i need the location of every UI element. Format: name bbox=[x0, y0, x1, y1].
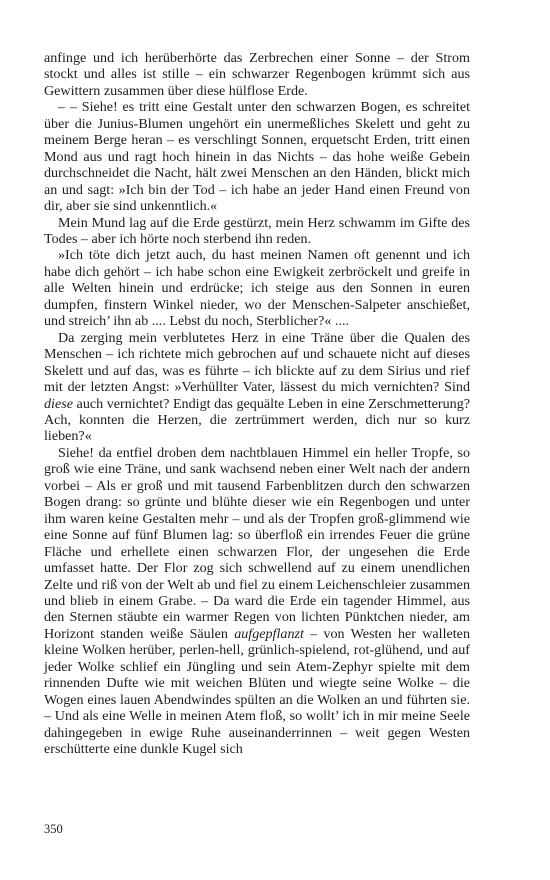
emphasis-text: aufgepflanzt bbox=[234, 625, 304, 642]
paragraph bbox=[44, 50, 470, 99]
page-number: 350 bbox=[44, 822, 63, 836]
paragraph bbox=[44, 215, 470, 248]
paragraph-text: – – Siehe! es tritt eine Gestalt unter den schwarzen Bogen, es schreitet über die Junius-Blumen ungehört ein unermeßliches Skelett und geht zu meinem Berge heran – es verschlingt Sonnen, erquetscht Erden, tritt einen Mond aus und ragt hoch hinein in das Nichts – das hohe weiße Gebein durchschneidet die Nacht, hält zwei Menschen an den Händen, blickt mich an und sagt: »Ich bin der Tod – ich habe an jeder Hand einen Freund von dir, aber sie sind unkenntlich.« bbox=[44, 99, 470, 215]
paragraph-text: »Ich töte dich jetzt auch, du hast meinen Namen oft genennt und ich habe dich gehört – ich habe schon eine Ewigkeit zerbröckelt und greife in alle Welten hinein und erdrücke; ich steige aus den Sonnen in euren dumpfen, finstern Winkel nieder, wo der Menschen-Salpeter anschießet, und streich’ ihn ab .... Lebst du noch, Sterblicher?« .... bbox=[44, 247, 470, 330]
emphasis-text: diese bbox=[44, 395, 73, 412]
paragraph-text: – von Westen her walleten kleine Wolken herüber, perlen-hell, grünlich-spielend, rot-glühend, und auf jeder Wolke schlief ein Jüngling und sein Atem-Zephyr spielte mit dem rinnenden Dufte wie mit weichen Blüten und wiegte seine Wolke – die Wogen eines lauen Abendwindes spülten an die Wolken an und führten sie. – Und als eine Welle in meinen Atem floß, so wollt’ ich in mir meine Seele dahingegeben in ewige Ruhe auseinanderrinnen – weit gegen Westen erschütterte eine dunkle Kugel sich bbox=[44, 625, 470, 758]
paragraph bbox=[44, 330, 470, 445]
paragraph-text: anfinge und ich herüberhörte das Zerbrechen einer Sonne – der Strom stockt und alles ist stille – ein schwarzer Regenbogen krümmt sich aus Gewittern zusammen über diese hülflose Erde. bbox=[44, 50, 470, 99]
text-body bbox=[44, 50, 470, 757]
paragraph bbox=[44, 99, 470, 214]
paragraph bbox=[44, 445, 470, 758]
paragraph bbox=[44, 247, 470, 329]
paragraph-text: auch vernichtet? Endigt das gequälte Leben in eine Zerschmetterung? Ach, konnten die Herzen, die zertrümmert werden, dich nur so kurz lieben?« bbox=[44, 395, 470, 445]
paragraph-text: Da zerging mein verblutetes Herz in eine Träne über die Qualen des Menschen – ich richtete mich gebrochen auf und schauete nicht auf dieses Skelett und auf das, was es führte – ich blickte auf zu dem Sirius und rief mit der letzten Angst: »Verhüllter Vater, lässest du mich vernichten? Sind bbox=[44, 329, 470, 396]
paragraph-text: Mein Mund lag auf die Erde gestürzt, mein Herz schwamm im Gifte des Todes – aber ich hörte noch sterbend ihn reden. bbox=[44, 214, 470, 247]
paragraph-text: Siehe! da entfiel droben dem nachtblauen Himmel ein heller Tropfe, so groß wie eine Träne, und sank wachsend neben einer Welt nach der andern vorbei – Als er groß und mit tausend Farbenblitzen durch den schwarzen Bogen drang: so grünte und blühte dieser wie ein Regenbogen und unter ihm waren keine Gestalten mehr – und als der Tropfen groß-glimmend wie eine Sonne auf fünf Blumen lag: so überfloß ein irrendes Feuer die grüne Fläche und erhellete einen schwarzen Flor, der ungesehen die Erde umfasset hatte. Der Flor zog sich schwellend auf zu einem unendlichen Zelte und riß von der Welt ab und fiel zu einem Leichenschleier zusammen und blieb in einem Grabe. – Da ward die Erde ein tagender Himmel, aus den Sternen stäubte ein warmer Regen von lichten Pünktchen nieder, am Horizont standen weiße Säulen bbox=[44, 444, 470, 642]
